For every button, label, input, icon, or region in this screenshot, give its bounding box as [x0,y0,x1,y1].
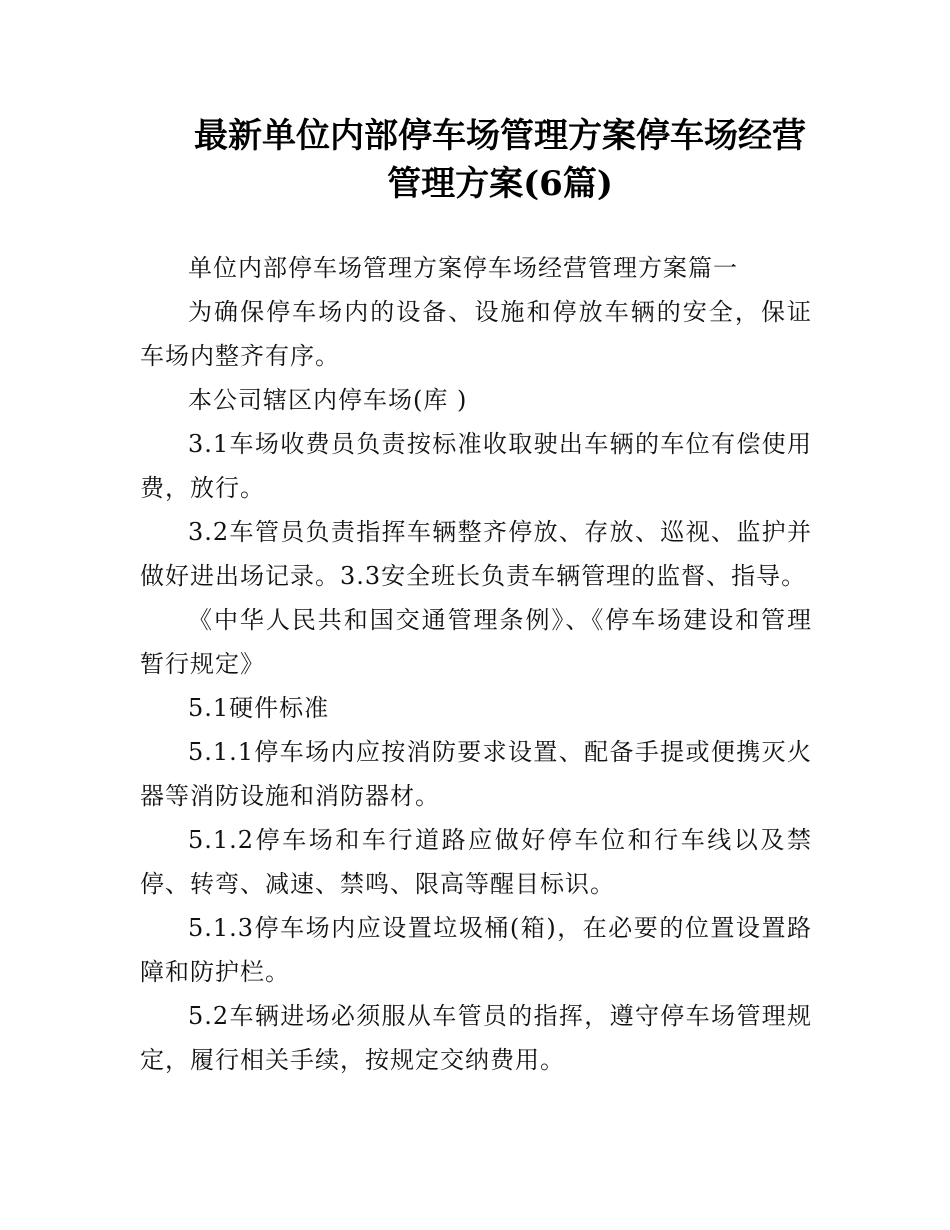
paragraph-8: 5.1.1停车场内应按消防要求设置、配备手提或便携灭火器等消防设施和消防器材。 [140,738,812,810]
paragraph-5: 3.2车管员负责指挥车辆整齐停放、存放、巡视、监护并做好进出场记录。3.3安全班长负责车辆管理的监督、指导。 [140,518,812,590]
paragraph-1: 单位内部停车场管理方案停车场经营管理方案篇一 [188,254,738,282]
paragraph-4: 3.1车场收费员负责按标准收取驶出车辆的车位有偿使用费，放行。 [140,430,812,502]
paragraph-9: 5.1.2停车场和车行道路应做好停车位和行车线以及禁停、转弯、减速、禁鸣、限高等醒目标识。 [140,826,812,898]
paragraph-6: 《中华人民共和国交通管理条例》、《停车场建设和管理暂行规定》 [140,606,812,678]
paragraph-10: 5.1.3停车场内应设置垃圾桶(箱)，在必要的位置设置路障和防护栏。 [140,914,812,986]
paragraph-7: 5.1硬件标准 [188,694,330,722]
paragraph-2: 为确保停车场内的设备、设施和停放车辆的安全，保证车场内整齐有序。 [140,298,812,370]
document-title-line-1: 最新单位内部停车场管理方案停车场经营 [194,116,806,156]
paragraph-3: 本公司辖区内停车场(库 ) [188,386,468,414]
document-title [140,112,860,208]
document-body [140,246,812,1082]
document-title-line-2: 管理方案(6篇) [387,164,613,204]
paragraph-11: 5.2车辆进场必须服从车管员的指挥，遵守停车场管理规定，履行相关手续，按规定交纳费用。 [140,1002,812,1074]
